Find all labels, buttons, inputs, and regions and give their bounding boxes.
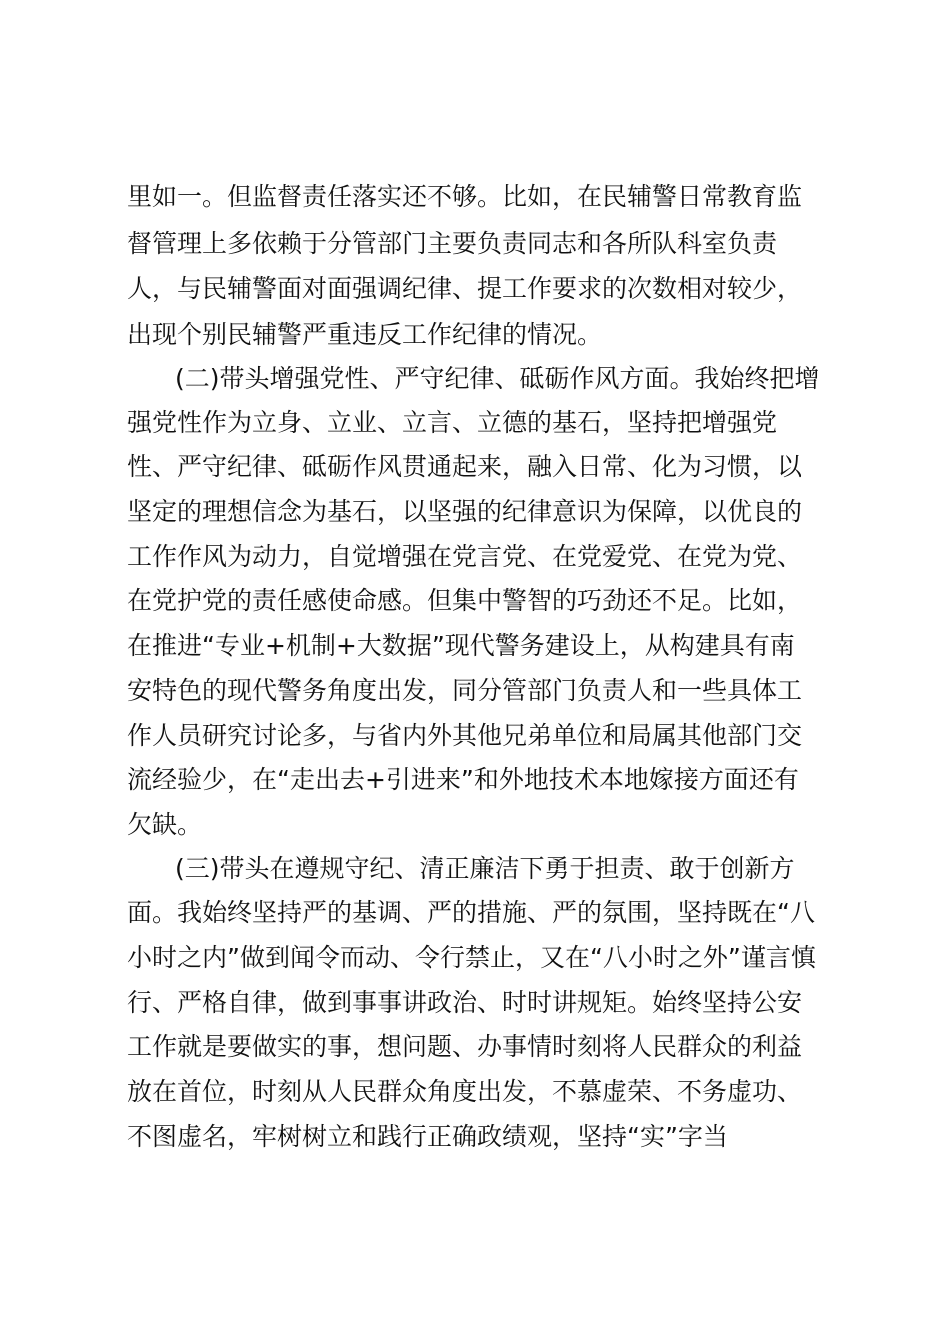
text-line: 人，与民辅警面对面强调纪律、提工作要求的次数相对较少， bbox=[127, 274, 803, 303]
text-line: 在党护党的责任感使命感。但集中警智的巧劲还不足。比如， bbox=[127, 586, 803, 615]
paragraph-heading-3: (三)带头在遵规守纪、清正廉洁下勇于担责、敢于创新方 bbox=[175, 854, 795, 883]
text-line: 里如一。但监督责任落实还不够。比如，在民辅警日常教育监 bbox=[127, 182, 803, 211]
paragraph-heading-2: (二)带头增强党性、严守纪律、砥砺作风方面。我始终把增 bbox=[175, 364, 820, 393]
text-line: 流经验少，在“走出去+引进来”和外地技术本地嫁接方面还有 bbox=[127, 765, 799, 794]
text-line: 在推进“专业+机制+大数据”现代警务建设上，从构建具有南 bbox=[127, 631, 795, 660]
text-line: 欠缺。 bbox=[127, 810, 203, 839]
text-line: 坚定的理想信念为基石，以坚强的纪律意识为保障，以优良的 bbox=[127, 497, 803, 526]
text-line: 作人员研究讨论多，与省内外其他兄弟单位和局属其他部门交 bbox=[127, 721, 803, 750]
text-line: 工作就是要做实的事，想问题、办事情时刻将人民群众的利益 bbox=[127, 1032, 803, 1061]
text-line: 督管理上多依赖于分管部门主要负责同志和各所队科室负责 bbox=[127, 229, 778, 258]
text-line: 工作作风为动力，自觉增强在党言党、在党爱党、在党为党、 bbox=[127, 542, 803, 571]
text-line: 安特色的现代警务角度出发，同分管部门负责人和一些具体工 bbox=[127, 676, 803, 705]
text-line: 不图虚名，牢树树立和践行正确政绩观，坚持“实”字当 bbox=[127, 1122, 728, 1151]
text-line: 放在首位，时刻从人民群众角度出发，不慕虚荣、不务虚功、 bbox=[127, 1077, 803, 1106]
text-line: 面。我始终坚持严的基调、严的措施、严的氛围，坚持既在“八 bbox=[127, 898, 815, 927]
text-line: 小时之内”做到闻令而动、令行禁止，又在“八小时之外”谨言慎 bbox=[127, 943, 816, 972]
text-line: 性、严守纪律、砥砺作风贯通起来，融入日常、化为习惯，以 bbox=[127, 452, 803, 481]
text-line: 行、严格自律，做到事事讲政治、时时讲规矩。始终坚持公安 bbox=[127, 988, 803, 1017]
text-line: 出现个别民辅警严重违反工作纪律的情况。 bbox=[127, 320, 603, 349]
text-line: 强党性作为立身、立业、立言、立德的基石，坚持把增强党 bbox=[127, 408, 778, 437]
